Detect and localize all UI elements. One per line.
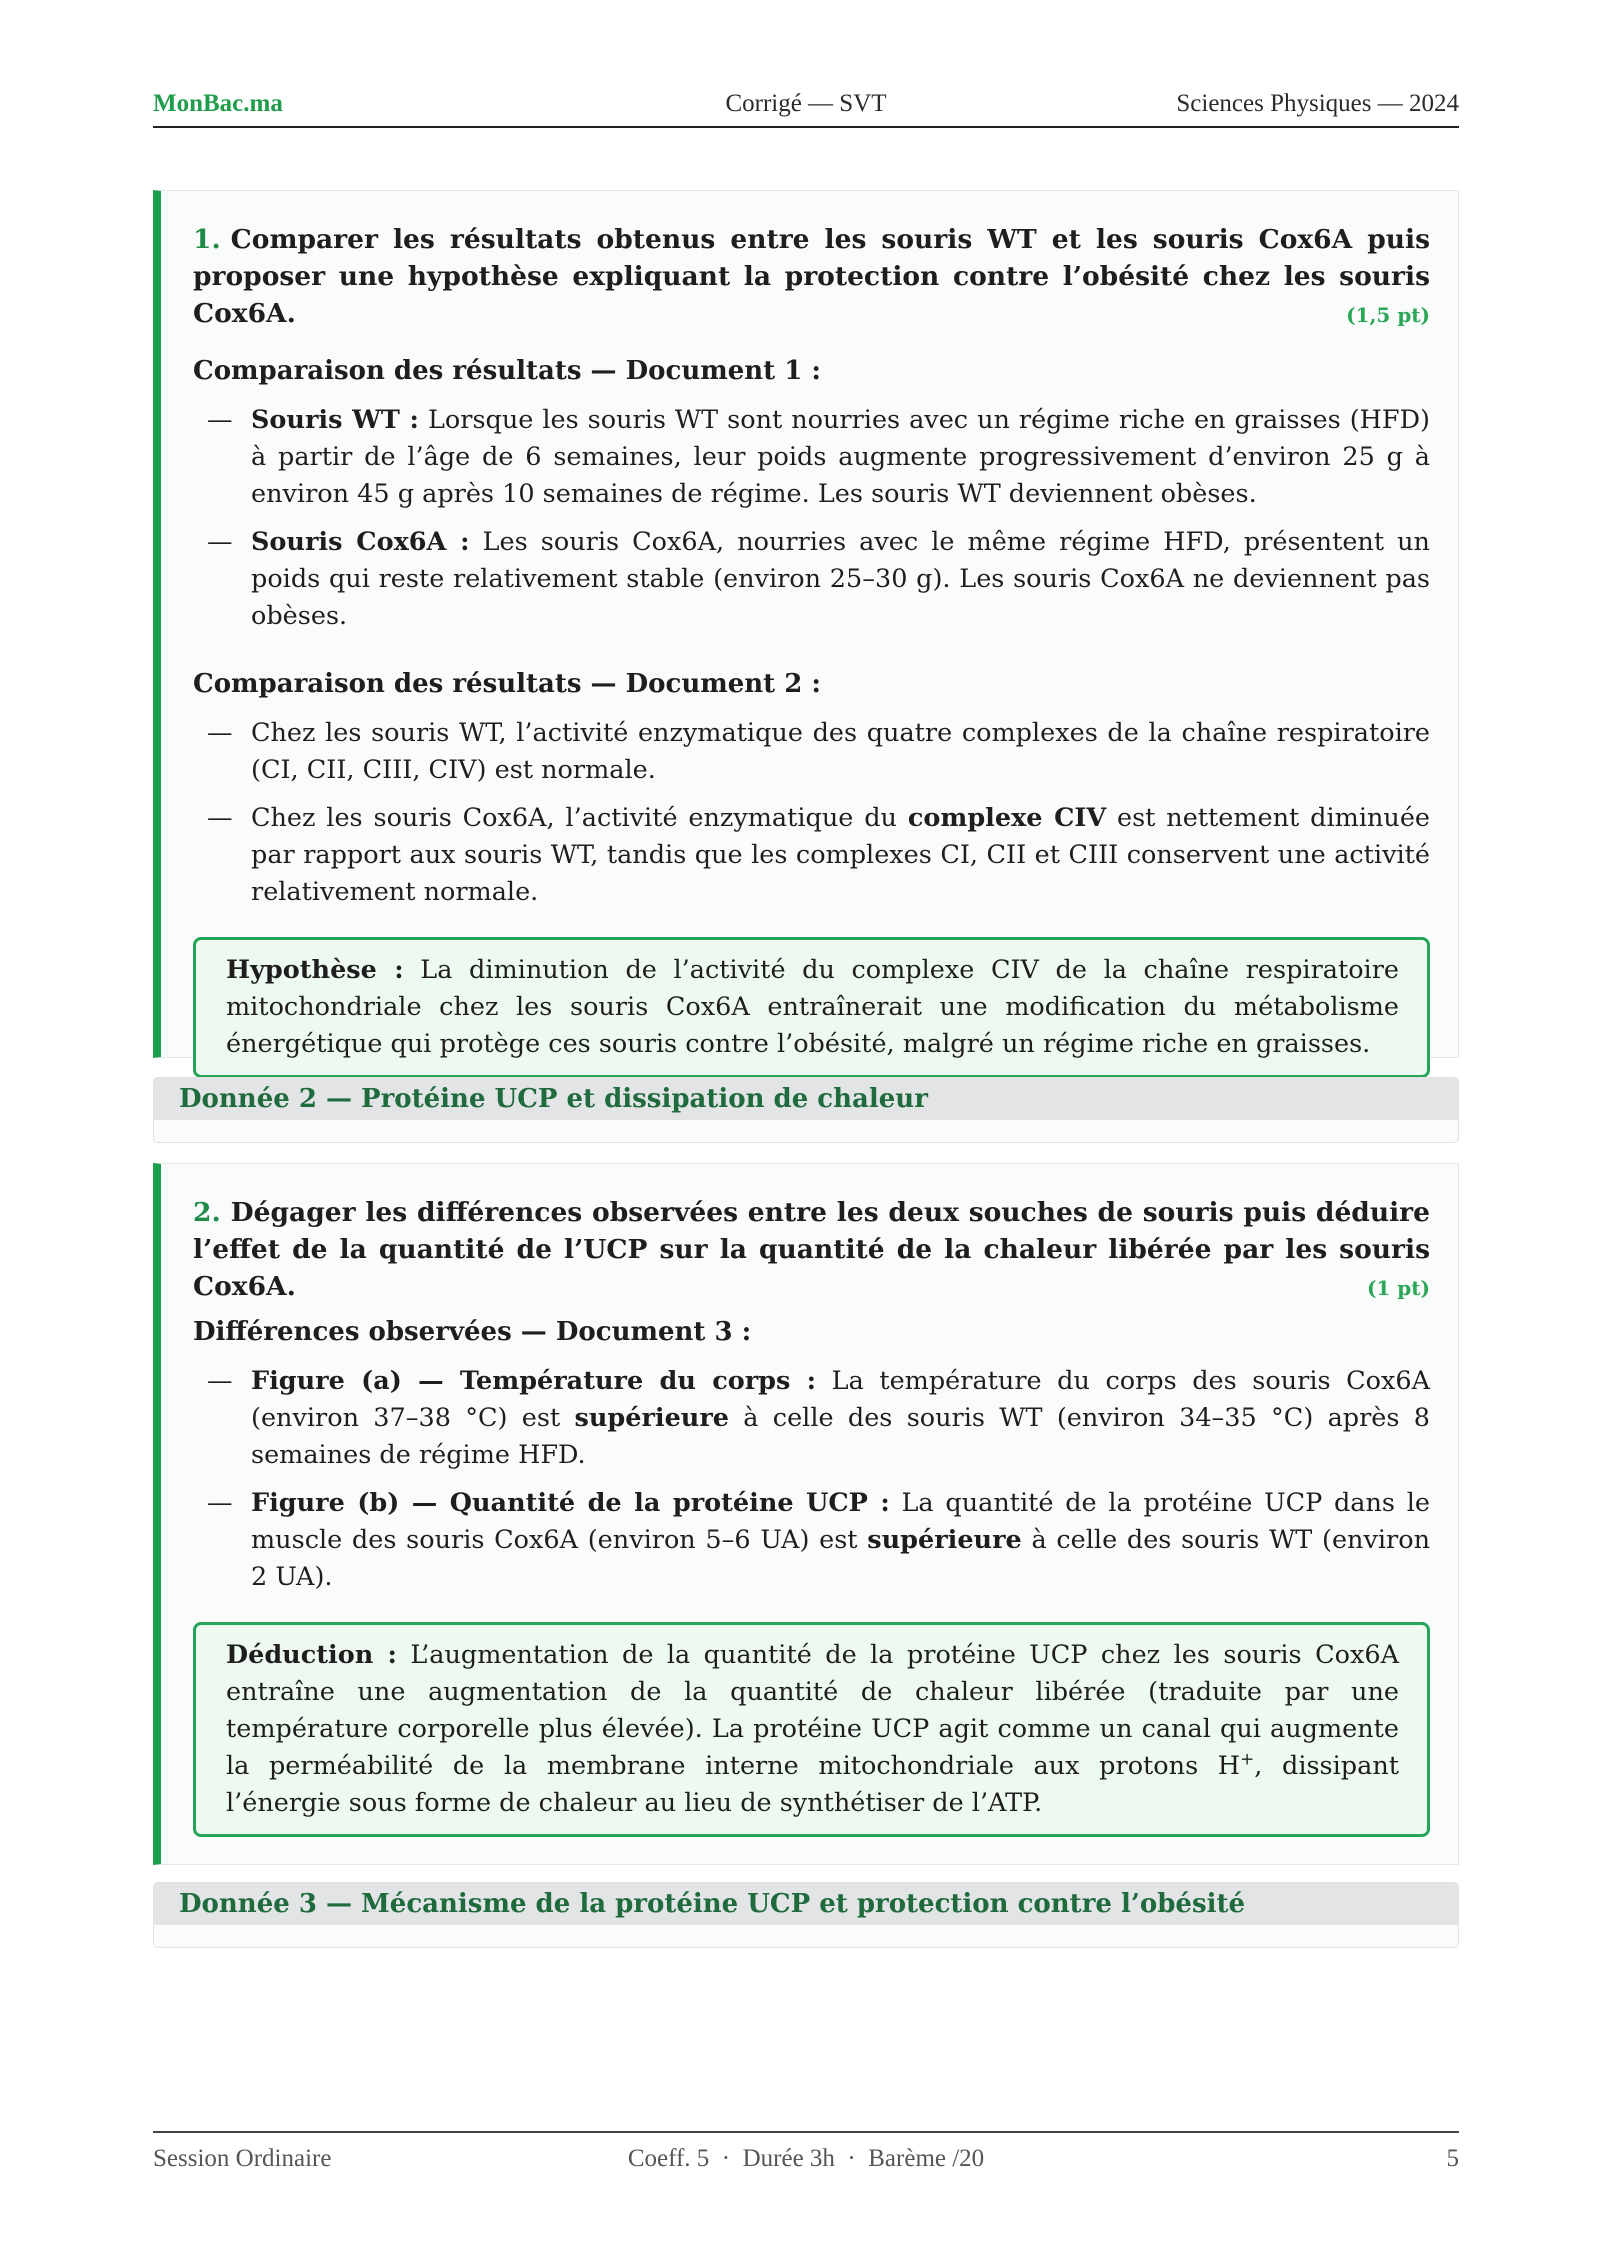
header-subject: Corrigé — SVT <box>725 90 887 117</box>
band-title: Donnée 2 — Protéine UCP et dissipation de chaleur <box>154 1078 1458 1120</box>
list-item: — Chez les souris WT, l’activité enzymatique des quatre complexes de la chaîne respiratoire (CI, CII, CIII, CIV) est normale. <box>207 718 1430 785</box>
question-text: Dégager les différences observées entre les deux souches de souris puis déduire l’effet de la quantité de l’UCP sur la quantité de la chaleur libérée par les souris Cox6A. <box>193 1197 1430 1302</box>
doc2-list <box>193 715 1430 911</box>
list-item: — Souris Cox6A : Les souris Cox6A, nourries avec le même régime HFD, présentent un poids qui reste relativement stable (environ 25–30 g). Les souris Cox6A ne deviennent pas obèses. <box>207 527 1430 631</box>
page-number: 5 <box>1446 2145 1459 2172</box>
item-text: La quantité de la protéine UCP dans le muscle des souris Cox6A (environ 5–6 UA) est <box>251 1488 1431 1555</box>
deduction-text: , dissipant l’énergie sous forme de chaleur au lieu de synthétiser de l’ATP. <box>226 1751 1399 1818</box>
question-text: Comparer les résultats obtenus entre les souris WT et les souris Cox6A puis proposer une hypothèse expliquant la protection contre l’obésité chez les souris Cox6A. <box>193 224 1430 329</box>
brand-name: MonBac.ma <box>153 90 283 117</box>
item-label: Figure (b) — Quantité de la protéine UCP : <box>251 1488 890 1518</box>
section-heading: Différences observées — Document 3 : <box>193 1317 752 1347</box>
item-text: à celle des souris WT (environ 2 UA). <box>251 1525 1431 1592</box>
deduction-label: Déduction : <box>226 1640 397 1670</box>
item-emphasis: supérieure <box>867 1525 1022 1555</box>
question-number: 1. <box>193 224 221 255</box>
section-heading: Comparaison des résultats — Document 1 : <box>193 356 821 386</box>
hypothesis-label: Hypothèse : <box>226 955 404 985</box>
item-text: Lorsque les souris WT sont nourries avec un régime riche en graisses (HFD) à partir de l’âge de 6 semaines, leur poids augmente progressivement d’environ 25 g à environ 45 g après 10 semaines de régime. Les souris WT deviennent obèses. <box>251 405 1430 509</box>
item-text: Chez les souris Cox6A, l’activité enzymatique du <box>251 803 908 833</box>
list-item: — Figure (b) — Quantité de la protéine UCP : La quantité de la protéine UCP dans le muscle des souris Cox6A (environ 5–6 UA) est supérieure à celle des souris WT (environ 2 UA). <box>207 1488 1431 1592</box>
question-1-title <box>193 221 1430 332</box>
question-2-title <box>193 1194 1430 1305</box>
page-header <box>153 88 1459 128</box>
section-band <box>153 1882 1459 1948</box>
list-item: — Chez les souris Cox6A, l’activité enzymatique du complexe CIV est nettement diminuée par rapport aux souris WT, tandis que les complexes CI, CII et CIII conservent une activité relativement normale. <box>207 803 1431 907</box>
deduction-text: L’augmentation de la quantité de la protéine UCP chez les souris Cox6A entraîne une augmentation de la quantité de chaleur libérée (traduite par une température corporelle plus élevée). La protéine UCP agit comme un canal qui augmente la perméabilité de la membrane interne mitochondriale aux protons H <box>226 1640 1399 1781</box>
list-item: — Figure (a) — Température du corps : La température du corps des souris Cox6A (environ 37–38 °C) est supérieure à celle des souris WT (environ 34–35 °C) après 8 semaines de régime HFD. <box>207 1366 1431 1470</box>
header-exam: Sciences Physiques — 2024 <box>1176 90 1459 117</box>
footer-session: Session Ordinaire <box>153 2145 332 2172</box>
footer-info: Coeff. 5 · Durée 3h · Barème /20 <box>627 2145 985 2172</box>
deduction-box <box>193 1622 1430 1837</box>
item-text: Les souris Cox6A, nourries avec le même régime HFD, présentent un poids qui reste relativement stable (environ 25–30 g). Les souris Cox6A ne deviennent pas obèses. <box>251 527 1430 631</box>
item-label: Souris WT : <box>251 405 419 435</box>
page-footer <box>153 2131 1459 2183</box>
question-2-box <box>153 1163 1459 1865</box>
question-number: 2. <box>193 1197 221 1228</box>
hypothesis-box <box>193 937 1430 1078</box>
question-points: (1,5 pt) <box>1346 303 1430 327</box>
question-points: (1 pt) <box>1366 1276 1430 1300</box>
section-heading: Comparaison des résultats — Document 2 : <box>193 669 821 699</box>
superscript-plus: + <box>1240 1749 1255 1770</box>
item-text: est nettement diminuée par rapport aux souris WT, tandis que les complexes CI, CII et CIII conservent une activité relativement normale. <box>251 803 1431 907</box>
hypothesis-text: La diminution de l’activité du complexe CIV de la chaîne respiratoire mitochondriale chez les souris Cox6A entraînerait une modification du métabolisme énergétique qui protège ces souris contre l’obésité, malgré un régime riche en graisses. <box>226 955 1399 1059</box>
question-1-box <box>153 190 1459 1058</box>
item-emphasis: complexe CIV <box>907 803 1107 833</box>
item-text: à celle des souris WT (environ 34–35 °C) après 8 semaines de régime HFD. <box>251 1403 1430 1470</box>
item-label: Souris Cox6A : <box>251 527 470 557</box>
item-text: Chez les souris WT, l’activité enzymatique des quatre complexes de la chaîne respiratoire (CI, CII, CIII, CIV) est normale. <box>251 718 1430 785</box>
item-label: Figure (a) — Température du corps : <box>251 1366 817 1396</box>
item-text: La température du corps des souris Cox6A (environ 37–38 °C) est <box>251 1366 1431 1433</box>
band-title: Donnée 3 — Mécanisme de la protéine UCP et protection contre l’obésité <box>154 1883 1458 1925</box>
list-item: — Souris WT : Lorsque les souris WT sont nourries avec un régime riche en graisses (HFD) à partir de l’âge de 6 semaines, leur poids augmente progressivement d’environ 25 g à environ 45 g après 10 semaines de régime. Les souris WT deviennent obèses. <box>207 405 1430 509</box>
section-band <box>153 1077 1459 1143</box>
item-emphasis: supérieure <box>574 1403 729 1433</box>
doc1-list <box>193 402 1430 635</box>
doc3-list <box>193 1363 1430 1596</box>
